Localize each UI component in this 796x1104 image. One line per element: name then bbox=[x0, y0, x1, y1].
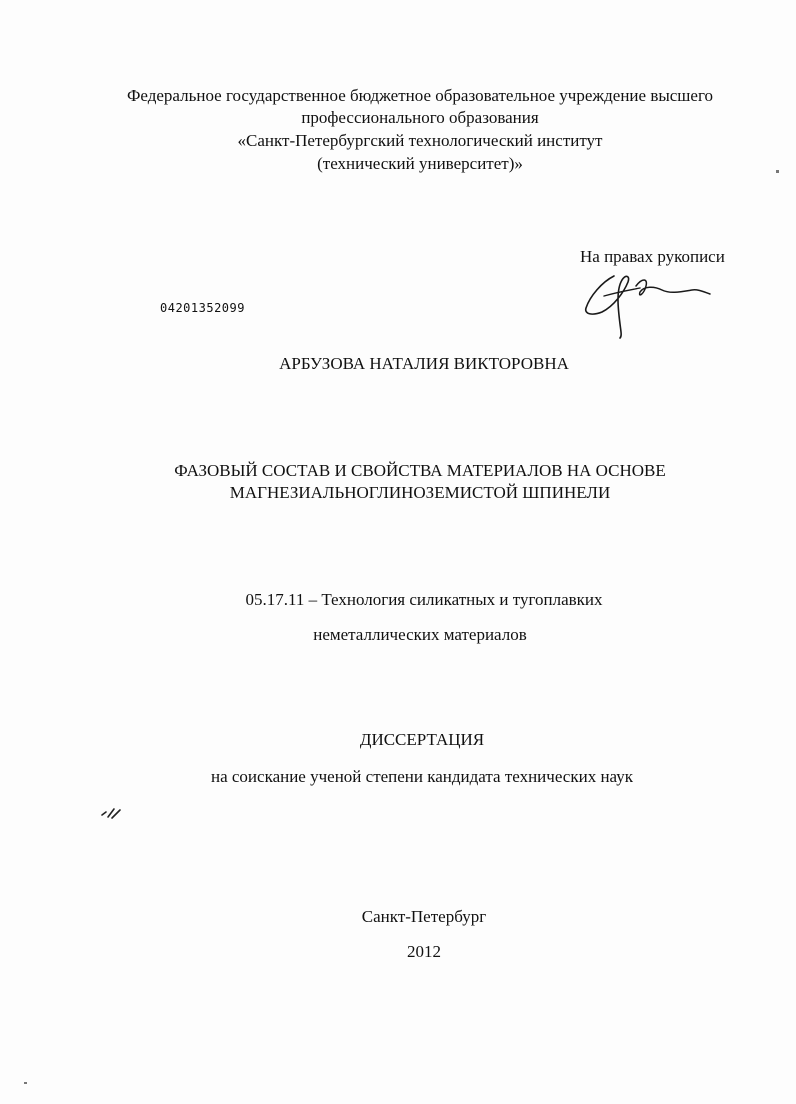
manuscript-note: На правах рукописи bbox=[580, 247, 725, 266]
scan-speck bbox=[24, 1082, 27, 1084]
institution-line-1: Федеральное государственное бюджетное образовательное учреждение высшего bbox=[126, 86, 713, 105]
author-name: АРБУЗОВА НАТАЛИЯ ВИКТОРОВНА bbox=[279, 354, 569, 373]
thesis-title-line-2: МАГНЕЗИАЛЬНОГЛИНОЗЕМИСТОЙ ШПИНЕЛИ bbox=[229, 483, 611, 502]
institution-line-3: «Санкт-Петербургский технологический институт bbox=[237, 131, 603, 150]
institution-line-2: профессионального образования bbox=[301, 108, 539, 127]
document-type: ДИССЕРТАЦИЯ bbox=[359, 730, 485, 749]
pencil-mark bbox=[100, 806, 122, 820]
specialty-line-1: 05.17.11 – Технология силикатных и тугоплавких bbox=[245, 590, 603, 609]
degree-statement: на соискание ученой степени кандидата технических наук bbox=[210, 767, 633, 786]
specialty-line-2: неметаллических материалов bbox=[313, 625, 527, 644]
year: 2012 bbox=[407, 942, 441, 961]
city: Санкт-Петербург bbox=[361, 907, 487, 926]
thesis-title-line-1: ФАЗОВЫЙ СОСТАВ И СВОЙСТВА МАТЕРИАЛОВ НА ОСНОВЕ bbox=[174, 461, 666, 480]
handwritten-signature bbox=[584, 268, 714, 340]
catalog-number: 04201352099 bbox=[160, 301, 245, 315]
scan-speck bbox=[776, 170, 779, 173]
institution-line-4: (технический университет)» bbox=[317, 154, 523, 173]
